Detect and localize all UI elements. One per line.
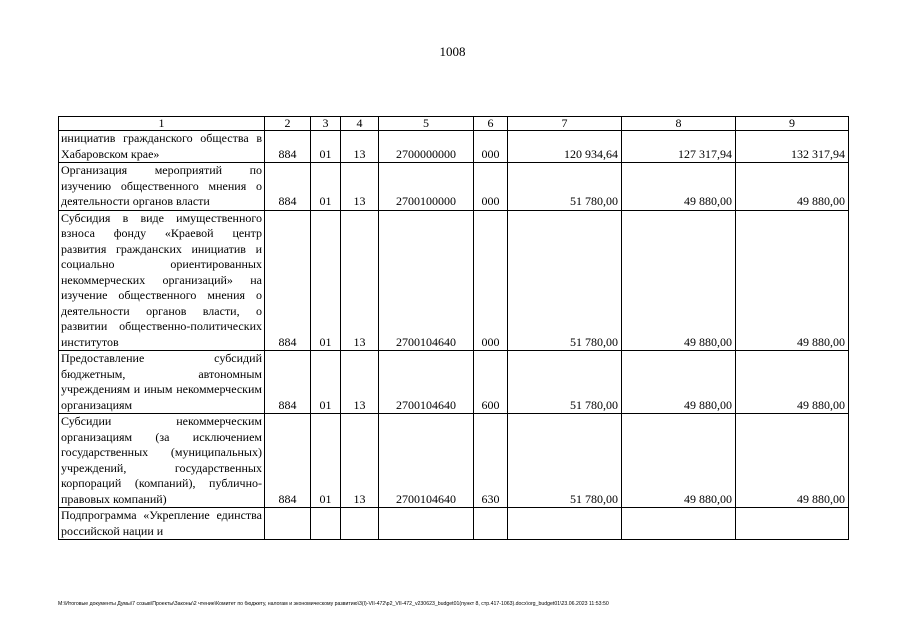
table-row <box>59 131 849 163</box>
column-header: 2 <box>265 117 311 131</box>
cell-target-item <box>379 508 474 540</box>
cell-amount <box>508 508 622 540</box>
budget-table <box>58 116 849 540</box>
cell-subsection: 13 <box>341 163 379 211</box>
table-row <box>59 508 849 540</box>
row-name: инициатив гражданского общества в Хабаровском крае» <box>59 131 265 163</box>
column-header: 1 <box>59 117 265 131</box>
cell-ministry: 884 <box>265 351 311 414</box>
cell-section: 01 <box>311 163 341 211</box>
cell-section <box>311 508 341 540</box>
cell-amount: 49 880,00 <box>736 351 849 414</box>
cell-amount: 51 780,00 <box>508 351 622 414</box>
cell-subsection: 13 <box>341 414 379 508</box>
cell-amount: 51 780,00 <box>508 163 622 211</box>
cell-ministry <box>265 508 311 540</box>
page-number: 1008 <box>439 44 466 59</box>
table-row <box>59 351 849 414</box>
cell-section: 01 <box>311 414 341 508</box>
cell-amount: 49 880,00 <box>736 210 849 351</box>
table-header-row <box>59 117 849 131</box>
table-row <box>59 163 849 211</box>
column-header: 7 <box>508 117 622 131</box>
cell-subsection: 13 <box>341 351 379 414</box>
row-name: Субсидии некоммерческим организациям (за исключением государственных (муниципальных) учреждений, государственных корпораций (компаний), публично-правовых компаний) <box>59 414 265 508</box>
cell-ministry: 884 <box>265 414 311 508</box>
cell-target-item: 2700104640 <box>379 351 474 414</box>
cell-amount: 49 880,00 <box>736 414 849 508</box>
row-name: Организация мероприятий по изучению общественного мнения о деятельности органов власти <box>59 163 265 211</box>
cell-section: 01 <box>311 351 341 414</box>
cell-expense-type: 600 <box>474 351 508 414</box>
column-header: 4 <box>341 117 379 131</box>
cell-amount: 49 880,00 <box>622 351 736 414</box>
cell-amount: 49 880,00 <box>622 163 736 211</box>
cell-section: 01 <box>311 210 341 351</box>
cell-amount: 49 880,00 <box>622 414 736 508</box>
cell-subsection <box>341 508 379 540</box>
table-row <box>59 414 849 508</box>
cell-subsection: 13 <box>341 131 379 163</box>
cell-section: 01 <box>311 131 341 163</box>
cell-amount <box>622 508 736 540</box>
table-row <box>59 210 849 351</box>
cell-amount: 132 317,94 <box>736 131 849 163</box>
cell-subsection: 13 <box>341 210 379 351</box>
cell-target-item: 2700104640 <box>379 414 474 508</box>
cell-expense-type: 000 <box>474 163 508 211</box>
cell-target-item: 2700100000 <box>379 163 474 211</box>
cell-expense-type: 000 <box>474 131 508 163</box>
cell-amount: 51 780,00 <box>508 414 622 508</box>
cell-amount: 49 880,00 <box>736 163 849 211</box>
cell-amount <box>736 508 849 540</box>
footer-file-path: M:\Итоговые документы Думы\7 созыв\Проекты\Законы\2 чтение\Комитет по бюджету, налогам и экономическому развитию\3(I)-VII-472\p2_VII-472_v230623_budget01(пункт 8, стр.417-1063).docx\org_budget01\23.06.2023 11:53:50 <box>58 601 609 607</box>
cell-ministry: 884 <box>265 210 311 351</box>
cell-amount: 49 880,00 <box>622 210 736 351</box>
cell-expense-type <box>474 508 508 540</box>
row-name: Субсидия в виде имущественного взноса фонду «Краевой центр развития гражданских инициатив и социально ориентированных некоммерческих организаций» на изучение общественного мнения о деятельности органов власти, о развитии общественно-политических институтов <box>59 210 265 351</box>
cell-ministry: 884 <box>265 131 311 163</box>
column-header: 3 <box>311 117 341 131</box>
cell-target-item: 2700000000 <box>379 131 474 163</box>
cell-target-item: 2700104640 <box>379 210 474 351</box>
column-header: 6 <box>474 117 508 131</box>
cell-ministry: 884 <box>265 163 311 211</box>
row-name: Предоставление субсидий бюджетным, автономным учреждениям и иным некоммерческим организациям <box>59 351 265 414</box>
cell-expense-type: 630 <box>474 414 508 508</box>
cell-amount: 51 780,00 <box>508 210 622 351</box>
cell-amount: 120 934,64 <box>508 131 622 163</box>
cell-amount: 127 317,94 <box>622 131 736 163</box>
row-name: Подпрограмма «Укрепление единства российской нации и <box>59 508 265 540</box>
column-header: 8 <box>622 117 736 131</box>
cell-expense-type: 000 <box>474 210 508 351</box>
column-header: 9 <box>736 117 849 131</box>
column-header: 5 <box>379 117 474 131</box>
